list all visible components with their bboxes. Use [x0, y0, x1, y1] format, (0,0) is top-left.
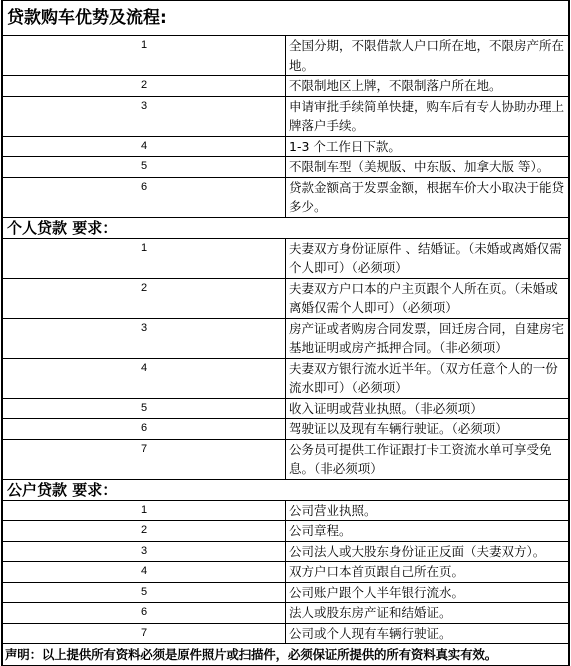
advantage-row-number: 5 — [3, 157, 286, 178]
corporate-requirement-row — [3, 603, 569, 624]
personal-requirement-row-text: 公务员可提供工作证跟打卡工资流水单可享受免息。（非必须项） — [286, 439, 569, 479]
advantage-row-number: 3 — [3, 96, 286, 136]
corporate-requirement-row — [3, 521, 569, 542]
advantage-row — [3, 76, 569, 97]
personal-requirement-row — [3, 238, 569, 278]
personal-requirement-heading-row — [3, 217, 569, 238]
footer-row — [3, 644, 569, 666]
personal-requirement-row — [3, 358, 569, 398]
personal-requirement-row-number: 7 — [3, 439, 286, 479]
corporate-requirement-row-text: 公司章程。 — [286, 521, 569, 542]
corporate-requirement-row-number: 3 — [3, 541, 286, 562]
personal-requirement-row-text: 收入证明或营业执照。（非必须项） — [286, 398, 569, 419]
personal-requirement-row-number: 1 — [3, 238, 286, 278]
title-row — [3, 1, 569, 36]
personal-requirement-row-number: 6 — [3, 419, 286, 440]
footer-statement: 声明：以上提供所有资料必须是原件照片或扫描件，必须保证所提供的所有资料真实有效。 — [3, 644, 569, 666]
advantage-row — [3, 36, 569, 76]
corporate-requirement-row — [3, 582, 569, 603]
page-title: 贷款购车优势及流程: — [3, 1, 569, 36]
advantage-row-text: 全国分期，不限借款人户口所在地，不限房产所在地。 — [286, 36, 569, 76]
corporate-requirement-row — [3, 500, 569, 521]
corporate-requirement-row — [3, 623, 569, 644]
personal-requirement-row — [3, 278, 569, 318]
personal-requirement-row — [3, 439, 569, 479]
personal-requirement-row-text: 驾驶证以及现有车辆行驶证。（必须项） — [286, 419, 569, 440]
advantage-row — [3, 136, 569, 157]
loan-requirements-sheet — [1, 0, 570, 666]
advantage-row-text: 贷款金额高于发票金额，根据车价大小取决于能贷多少。 — [286, 177, 569, 217]
advantage-row-text: 1-3 个工作日下款。 — [286, 136, 569, 157]
personal-requirement-row — [3, 419, 569, 440]
personal-requirement-heading: 个人贷款 要求： — [3, 217, 569, 238]
corporate-requirement-row-number: 7 — [3, 623, 286, 644]
personal-requirement-row-text: 房产证或者购房合同发票，回迁房合同，自建房宅基地证明或房产抵押合同。（非必须项） — [286, 318, 569, 358]
corporate-requirement-row-number: 4 — [3, 562, 286, 583]
advantage-row — [3, 157, 569, 178]
corporate-requirement-heading: 公户贷款 要求： — [3, 479, 569, 500]
advantage-row-text: 申请审批手续简单快捷，购车后有专人协助办理上牌落户手续。 — [286, 96, 569, 136]
advantage-row-text: 不限制车型（美规版、中东版、加拿大版 等）。 — [286, 157, 569, 178]
corporate-requirement-row-text: 公司或个人现有车辆行驶证。 — [286, 623, 569, 644]
advantage-row — [3, 177, 569, 217]
corporate-requirement-row-number: 1 — [3, 500, 286, 521]
advantage-row-number: 6 — [3, 177, 286, 217]
personal-requirement-row-number: 4 — [3, 358, 286, 398]
personal-requirement-row-text: 夫妻双方身份证原件 、结婚证。（未婚或离婚仅需个人即可）（必须项） — [286, 238, 569, 278]
advantage-row-text: 不限制地区上牌，不限制落户所在地。 — [286, 76, 569, 97]
corporate-requirement-row — [3, 541, 569, 562]
personal-requirement-row-text: 夫妻双方户口本的户主页跟个人所在页。（未婚或离婚仅需个人即可）（必须项） — [286, 278, 569, 318]
advantage-row — [3, 96, 569, 136]
advantage-row-number: 4 — [3, 136, 286, 157]
personal-requirement-row-text: 夫妻双方银行流水近半年。（双方任意个人的一份流水即可）（必须项） — [286, 358, 569, 398]
personal-requirement-row-number: 5 — [3, 398, 286, 419]
requirements-table — [2, 0, 569, 666]
personal-requirement-row-number: 3 — [3, 318, 286, 358]
advantage-row-number: 1 — [3, 36, 286, 76]
advantage-row-number: 2 — [3, 76, 286, 97]
corporate-requirement-heading-row — [3, 479, 569, 500]
corporate-requirement-row — [3, 562, 569, 583]
corporate-requirement-row-number: 2 — [3, 521, 286, 542]
personal-requirement-row-number: 2 — [3, 278, 286, 318]
corporate-requirement-row-text: 公司账户跟个人半年银行流水。 — [286, 582, 569, 603]
corporate-requirement-row-number: 6 — [3, 603, 286, 624]
corporate-requirement-row-number: 5 — [3, 582, 286, 603]
personal-requirement-row — [3, 398, 569, 419]
corporate-requirement-row-text: 公司法人或大股东身份证正反面（夫妻双方）。 — [286, 541, 569, 562]
corporate-requirement-row-text: 公司营业执照。 — [286, 500, 569, 521]
corporate-requirement-row-text: 双方户口本首页跟自己所在页。 — [286, 562, 569, 583]
personal-requirement-row — [3, 318, 569, 358]
corporate-requirement-row-text: 法人或股东房产证和结婚证。 — [286, 603, 569, 624]
